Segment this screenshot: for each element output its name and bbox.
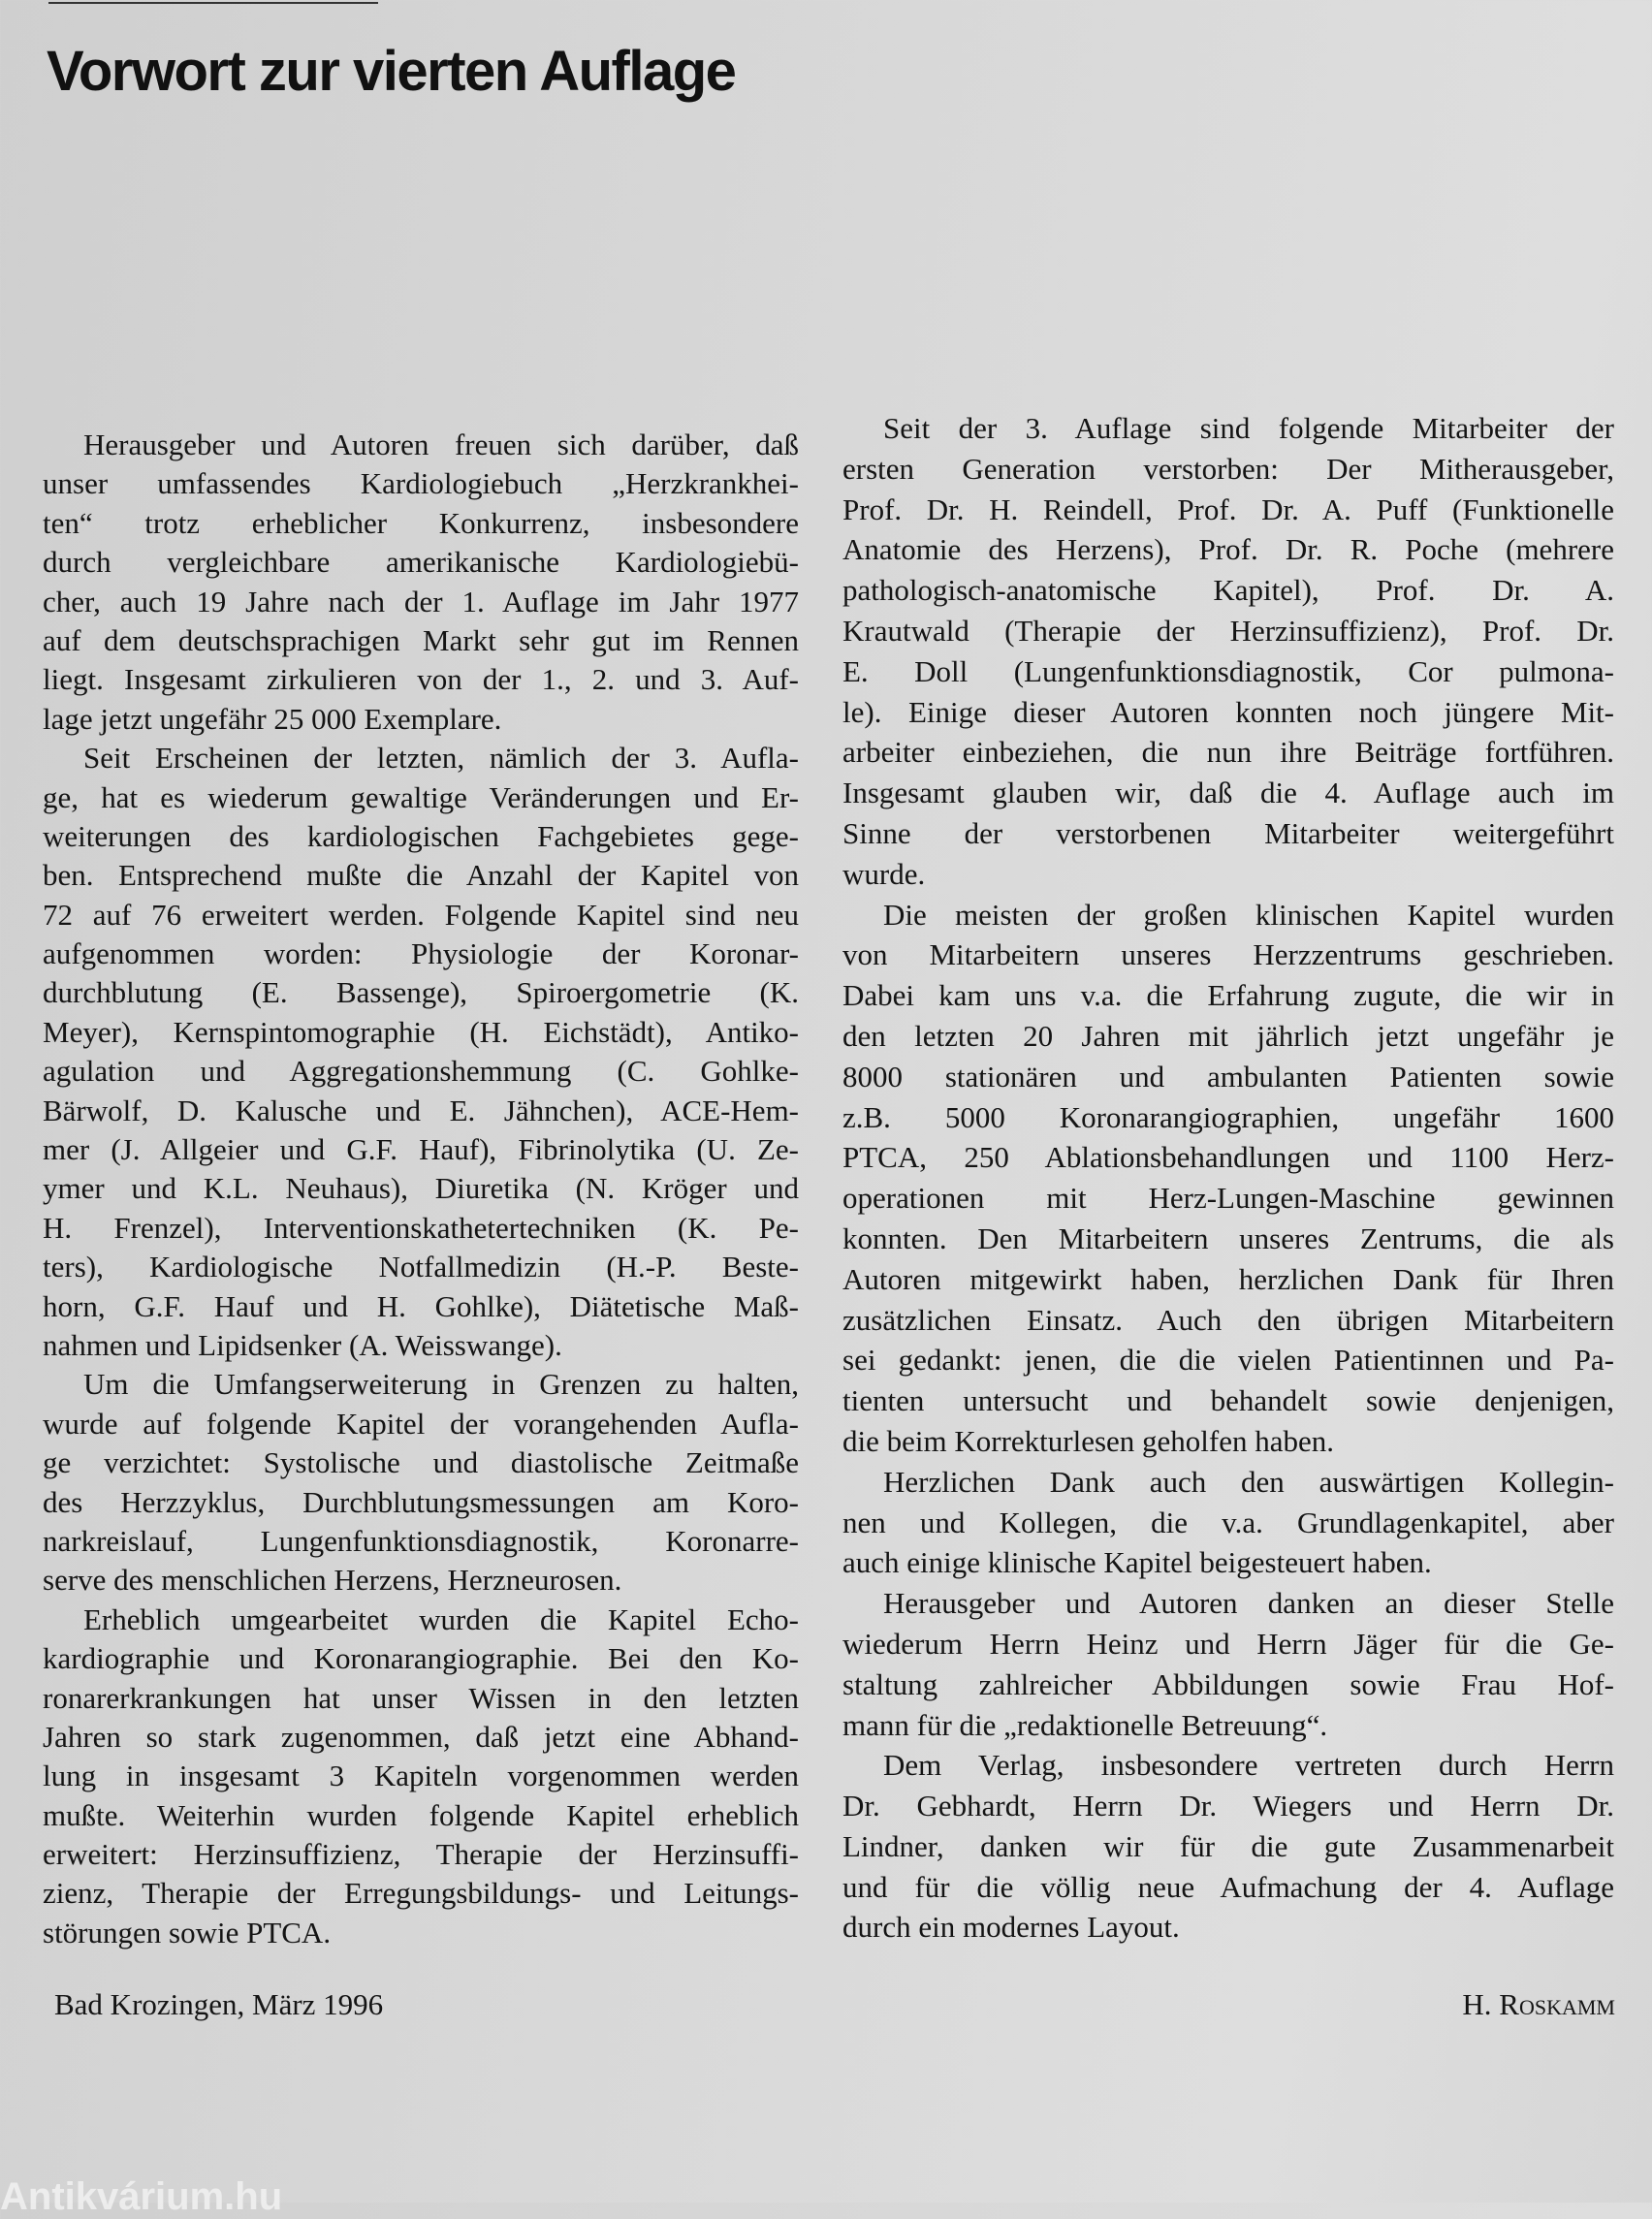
paragraph <box>43 739 799 1365</box>
text-line: horn, G.F. Hauf und H. Gohlke), Diätetische Maß- <box>43 1288 799 1323</box>
text-line: weiterungen des kardiologischen Fachgebietes gege- <box>43 818 799 853</box>
top-rule <box>48 2 378 4</box>
text-line: Seit Erscheinen der letzten, nämlich der 3. Aufla- <box>83 741 799 776</box>
paragraph <box>43 1365 799 1600</box>
text-line: Um die Umfangserweiterung in Grenzen zu halten, <box>83 1367 799 1402</box>
paragraph <box>842 1583 1614 1745</box>
text-line: Sinne der verstorbenen Mitarbeiter weitergeführt <box>842 815 1614 850</box>
text-line: ten“ trotz erheblicher Konkurrenz, insbesondere <box>43 505 799 540</box>
text-line: Dr. Gebhardt, Herrn Dr. Wiegers und Herrn Dr. <box>842 1789 1614 1823</box>
text-line: cher, auch 19 Jahre nach der 1. Auflage im Jahr 1977 <box>43 584 799 618</box>
text-line: Autoren mitgewirkt haben, herzlichen Dank für Ihren <box>842 1261 1614 1296</box>
place-date: Bad Krozingen, März 1996 <box>54 1987 384 2021</box>
text-line: störungen sowie PTCA. <box>43 1915 332 1950</box>
text-line: sei gedankt: jenen, die die vielen Patientinnen und Pa- <box>842 1343 1614 1378</box>
text-line: auf dem deutschsprachigen Markt sehr gut im Rennen <box>43 622 799 657</box>
text-line: staltung zahlreicher Abbildungen sowie Frau Hof- <box>842 1666 1614 1701</box>
text-line: erweitert: Herzinsuffizienz, Therapie der Herzinsuffi- <box>43 1837 799 1872</box>
text-line: wiederum Herrn Heinz und Herrn Jäger für die Ge- <box>842 1626 1614 1661</box>
text-line: Dem Verlag, insbesondere vertreten durch Herrn <box>883 1748 1614 1783</box>
text-line: Erheblich umgearbeitet wurden die Kapitel Echo- <box>83 1601 799 1636</box>
text-line: die beim Korrekturlesen geholfen haben. <box>842 1423 1335 1458</box>
text-line: arbeiter einbeziehen, die nun ihre Beiträge fortführen. <box>842 735 1614 770</box>
paragraph <box>842 1462 1614 1583</box>
left-column <box>43 426 799 1952</box>
text-line: operationen mit Herz-Lungen-Maschine gewinnen <box>842 1181 1614 1216</box>
text-line: Herzlichen Dank auch den auswärtigen Kollegin- <box>883 1464 1614 1499</box>
text-line: Anatomie des Herzens), Prof. Dr. R. Poche (mehrere <box>842 532 1614 567</box>
text-line: durch vergleichbare amerikanische Kardiologiebü- <box>43 545 799 580</box>
text-line: mußte. Weiterhin wurden folgende Kapitel erheblich <box>43 1797 799 1832</box>
text-line: zusätzlichen Einsatz. Auch den übrigen Mitarbeitern <box>842 1302 1614 1337</box>
text-line: mann für die „redaktionelle Betreuung“. <box>842 1707 1328 1742</box>
text-line: Krautwald (Therapie der Herzinsuffizienz), Prof. Dr. <box>842 613 1614 648</box>
text-line: durchblutung (E. Bassenge), Spiroergometrie (K. <box>43 975 799 1010</box>
text-line: PTCA, 250 Ablationsbehandlungen und 1100 Herz- <box>842 1140 1614 1175</box>
text-line: Dabei kam uns v.a. die Erfahrung zugute, die wir in <box>842 978 1614 1013</box>
text-line: liegt. Insgesamt zirkulieren von der 1., 2. und 3. Auf- <box>43 662 799 697</box>
text-line: zienz, Therapie der Erregungsbildungs- und Leitungs- <box>43 1876 799 1911</box>
text-line: den letzten 20 Jahren mit jährlich jetzt ungefähr je <box>842 1018 1614 1053</box>
text-line: und für die völlig neue Aufmachung der 4. Auflage <box>842 1869 1614 1904</box>
text-line: Lindner, danken wir für die gute Zusammenarbeit <box>842 1828 1614 1863</box>
watermark: Antikvárium.hu <box>0 2175 283 2218</box>
text-line: narkreislauf, Lungenfunktionsdiagnostik, Koronarre- <box>43 1523 799 1558</box>
text-line: 8000 stationären und ambulanten Patienten sowie <box>842 1059 1614 1094</box>
text-line: lung in insgesamt 3 Kapiteln vorgenommen werden <box>43 1759 799 1793</box>
text-line: Meyer), Kernspintomographie (H. Eichstädt), Antiko- <box>43 1014 799 1049</box>
text-line: auch einige klinische Kapitel beigesteuert haben. <box>842 1545 1432 1580</box>
page-title: Vorwort zur vierten Auflage <box>47 40 736 103</box>
text-line: ge, hat es wiederum gewaltige Veränderungen und Er- <box>43 779 799 814</box>
paragraph <box>842 1745 1614 1948</box>
text-line: durch ein modernes Layout. <box>842 1910 1180 1945</box>
text-line: mer (J. Allgeier und G.F. Hauf), Fibrinolytika (U. Ze- <box>43 1132 799 1167</box>
text-line: pathologisch-anatomische Kapitel), Prof. Dr. A. <box>842 573 1614 608</box>
text-line: von Mitarbeitern unseres Herzzentrums geschrieben. <box>842 937 1614 972</box>
text-line: aufgenommen worden: Physiologie der Koronar- <box>43 936 799 971</box>
text-line: ersten Generation verstorben: Der Mitherausgeber, <box>842 451 1614 486</box>
text-line: Prof. Dr. H. Reindell, Prof. Dr. A. Puff (Funktionelle <box>842 491 1614 526</box>
text-line: Herausgeber und Autoren freuen sich darüber, daß <box>83 428 799 461</box>
text-line: ge verzichtet: Systolische und diastolische Zeitmaße <box>43 1445 799 1480</box>
text-line: konnten. Den Mitarbeitern unseres Zentrums, die als <box>842 1220 1614 1255</box>
text-line: wurde. <box>842 856 926 891</box>
text-line: nen und Kollegen, die v.a. Grundlagenkapitel, aber <box>842 1505 1614 1539</box>
text-line: serve des menschlichen Herzens, Herzneurosen. <box>43 1563 622 1598</box>
text-line: ymer und K.L. Neuhaus), Diuretika (N. Kröger und <box>43 1171 799 1206</box>
text-line: agulation und Aggregationshemmung (C. Gohlke- <box>43 1054 799 1089</box>
paragraph <box>43 426 799 739</box>
text-line: lage jetzt ungefähr 25 000 Exemplare. <box>43 701 502 736</box>
text-line: le). Einige dieser Autoren konnten noch jüngere Mit- <box>842 694 1614 729</box>
text-line: E. Doll (Lungenfunktionsdiagnostik, Cor pulmona- <box>842 653 1614 688</box>
paragraph <box>842 408 1614 895</box>
text-line: Insgesamt glauben wir, daß die 4. Auflage auch im <box>842 776 1614 810</box>
text-line: Herausgeber und Autoren danken an dieser Stelle <box>883 1586 1614 1621</box>
text-line: Die meisten der großen klinischen Kapitel wurden <box>883 897 1614 932</box>
text-line: ronarerkrankungen hat unser Wissen in den letzten <box>43 1680 799 1715</box>
text-line: tienten untersucht und behandelt sowie denjenigen, <box>842 1383 1614 1418</box>
text-line: ters), Kardiologische Notfallmedizin (H.-P. Beste- <box>43 1250 799 1284</box>
text-line: H. Frenzel), Interventionskathetertechniken (K. Pe- <box>43 1210 799 1245</box>
text-line: Bärwolf, D. Kalusche und E. Jähnchen), ACE-Hem- <box>43 1093 799 1127</box>
text-line: des Herzzyklus, Durchblutungsmessungen am Koro- <box>43 1484 799 1519</box>
text-line: wurde auf folgende Kapitel der vorangehenden Aufla- <box>43 1406 799 1441</box>
text-line: Seit der 3. Auflage sind folgende Mitarbeiter der <box>883 411 1614 445</box>
paragraph <box>43 1601 799 1953</box>
text-line: Jahren so stark zugenommen, daß jetzt eine Abhand- <box>43 1719 799 1754</box>
author-signature: H. Roskamm <box>1462 1987 1615 2021</box>
text-line: unser umfassendes Kardiologiebuch „Herzkrankhei- <box>43 466 799 501</box>
text-line: z.B. 5000 Koronarangiographien, ungefähr 1600 <box>842 1099 1614 1134</box>
text-line: kardiographie und Koronarangiographie. Bei den Ko- <box>43 1641 799 1676</box>
paragraph <box>842 895 1614 1462</box>
text-line: nahmen und Lipidsenker (A. Weisswange). <box>43 1327 562 1362</box>
right-column <box>842 408 1614 1948</box>
text-line: 72 auf 76 erweitert werden. Folgende Kapitel sind neu <box>43 897 799 932</box>
text-line: ben. Entsprechend mußte die Anzahl der Kapitel von <box>43 858 799 893</box>
